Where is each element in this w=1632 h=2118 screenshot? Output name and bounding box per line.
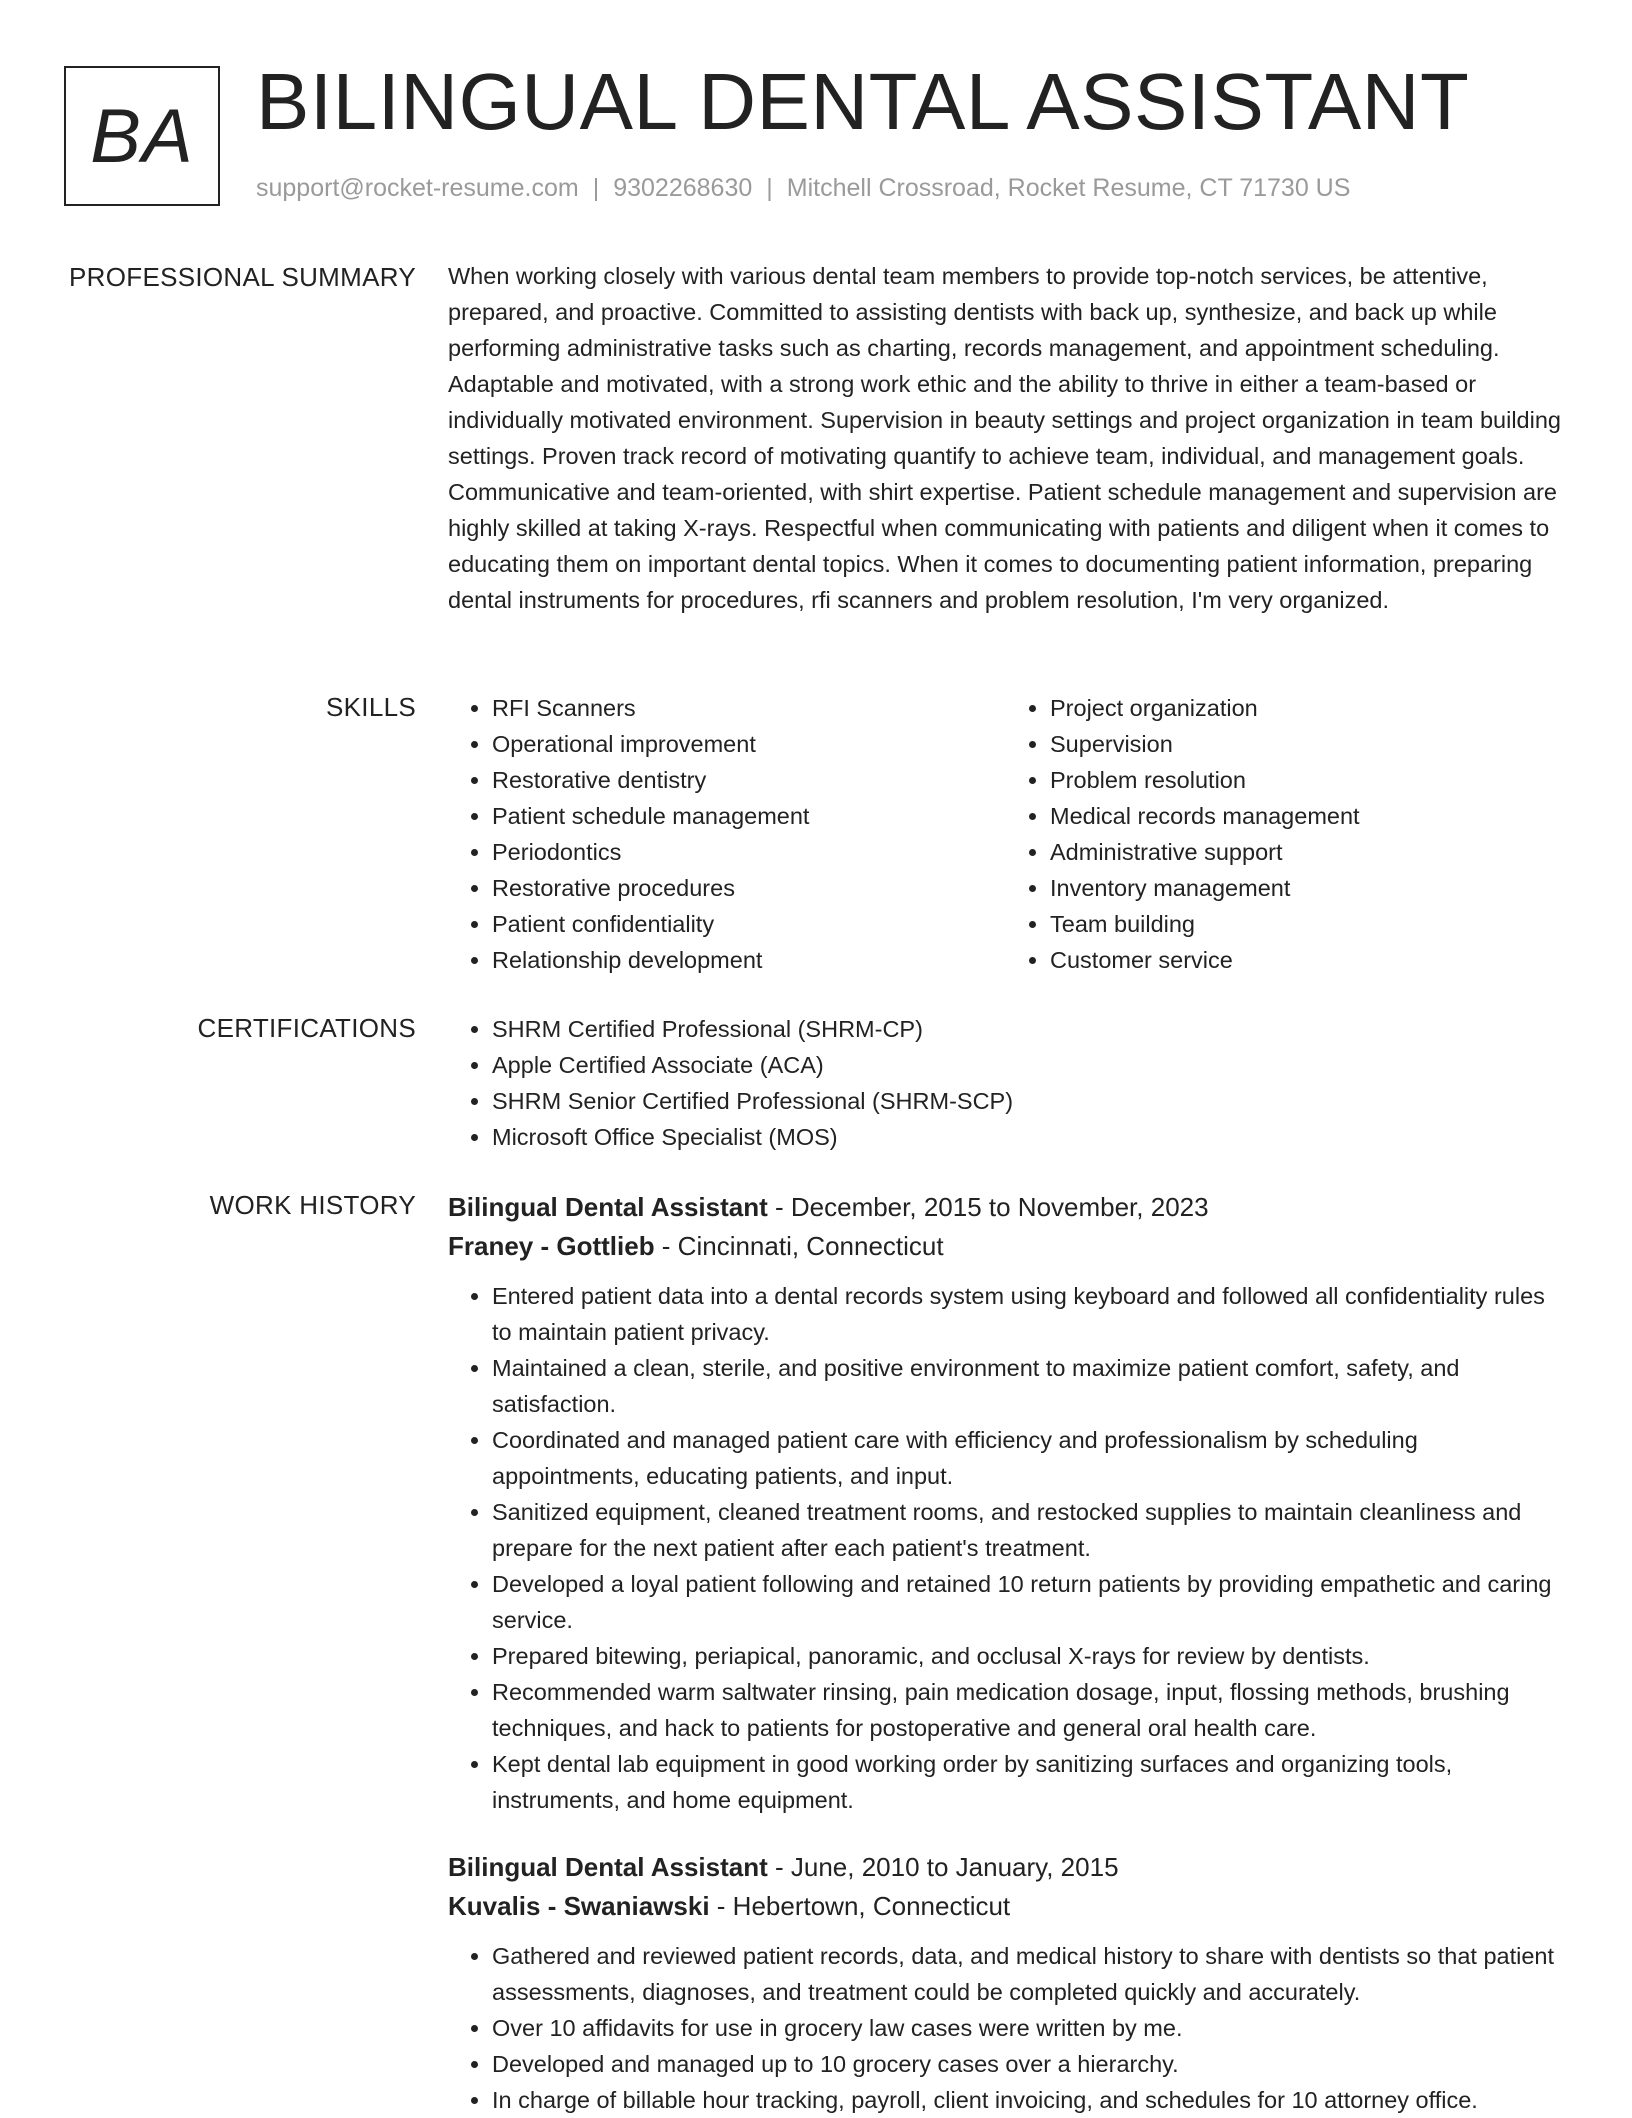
work-history-label: WORK HISTORY — [209, 1190, 416, 1220]
certification-item: • Apple Certified Associate (ACA) — [492, 1047, 1564, 1083]
job-bullet: • Kept dental lab equipment in good working order by sanitizing surfaces and organizing tools, instruments, and home equipment. — [492, 1746, 1564, 1818]
skill-item: • Patient confidentiality — [492, 906, 1006, 942]
skills-content — [448, 690, 1564, 978]
summary-text: When working closely with various dental team members to provide top-notch services, be attentive, prepared, and proactive. Committed to assisting dentists with back up, synthesize, and back up while performing administrative tasks such as charting, records management, and appointment scheduling. Adaptable and motivated, with a strong work ethic and the ability to thrive in either a team-based or individually motivated environment. Supervision in beauty settings and project organization in team building settings. Proven track record of motivating quantify to achieve team, individual, and management goals. Communicative and team-oriented, with shirt expertise. Patient schedule management and supervision are highly skilled at taking X-rays. Respectful when communicating with patients and diligent when it comes to educating them on important dental topics. When it comes to documenting patient information, preparing dental instruments for procedures, rfi scanners and problem resolution, I'm very organized. — [448, 263, 1561, 613]
skill-item: • Patient schedule management — [492, 798, 1006, 834]
job-bullet: • Recommended warm saltwater rinsing, pain medication dosage, input, flossing methods, brushing techniques, and hack to patients for postoperative and general oral health care. — [492, 1674, 1564, 1746]
skill-item: • Inventory management — [1050, 870, 1564, 906]
job-heading — [448, 1188, 1564, 1226]
skill-item: • Relationship development — [492, 942, 1006, 978]
job-bullet: • Developed a loyal patient following and retained 10 return patients by providing empathetic and caring service. — [492, 1566, 1564, 1638]
job-entry — [448, 1848, 1564, 2118]
job-bullet: • Coordinated and managed patient care with efficiency and professionalism by scheduling appointments, educating patients, and input. — [492, 1422, 1564, 1494]
job-company: Franey - Gottlieb — [448, 1231, 655, 1261]
contact-line — [256, 174, 1350, 203]
skill-item: • Restorative dentistry — [492, 762, 1006, 798]
work-history-content — [448, 1188, 1564, 2118]
skill-item: • RFI Scanners — [492, 690, 1006, 726]
skill-item: • Problem resolution — [1050, 762, 1564, 798]
job-title: Bilingual Dental Assistant — [448, 1852, 768, 1882]
job-bullet: • In charge of billable hour tracking, payroll, client invoicing, and schedules for 10 attorney office. — [492, 2082, 1564, 2118]
skill-item: • Administrative support — [1050, 834, 1564, 870]
job-bullet: • Entered patient data into a dental records system using keyboard and followed all confidentiality rules to maintain patient privacy. — [492, 1278, 1564, 1350]
certifications-label: CERTIFICATIONS — [197, 1013, 416, 1043]
contact-phone: 9302268630 — [613, 174, 753, 202]
skill-item: • Operational improvement — [492, 726, 1006, 762]
contact-separator: | — [766, 174, 773, 202]
job-bullet: • Developed and managed up to 10 grocery cases over a hierarchy. — [492, 2046, 1564, 2082]
job-bullets — [448, 1938, 1564, 2118]
job-company: Kuvalis - Swaniawski — [448, 1891, 710, 1921]
monogram-box — [64, 66, 220, 206]
job-bullet: • Maintained a clean, sterile, and positive environment to maximize patient comfort, safety, and satisfaction. — [492, 1350, 1564, 1422]
job-employer — [448, 1886, 1564, 1926]
skill-item: • Restorative procedures — [492, 870, 1006, 906]
certification-item: • Microsoft Office Specialist (MOS) — [492, 1119, 1564, 1155]
skills-list-left — [448, 690, 1006, 978]
skills-label: SKILLS — [326, 692, 416, 722]
skills-list-right — [1006, 690, 1564, 978]
job-dates: - December, 2015 to November, 2023 — [767, 1192, 1209, 1222]
job-dates: - June, 2010 to January, 2015 — [767, 1852, 1119, 1882]
skill-item: • Medical records management — [1050, 798, 1564, 834]
skill-item: • Supervision — [1050, 726, 1564, 762]
certification-item: • SHRM Certified Professional (SHRM-CP) — [492, 1011, 1564, 1047]
job-location: - Hebertown, Connecticut — [709, 1891, 1011, 1921]
summary-content — [448, 258, 1564, 618]
job-bullet: • Over 10 affidavits for use in grocery law cases were written by me. — [492, 2010, 1564, 2046]
job-bullet: • Gathered and reviewed patient records, data, and medical history to share with dentists so that patient assessments, diagnoses, and treatment could be completed quickly and accurately. — [492, 1938, 1564, 2010]
job-bullet: • Sanitized equipment, cleaned treatment rooms, and restocked supplies to maintain cleanliness and prepare for the next patient after each patient's treatment. — [492, 1494, 1564, 1566]
job-heading — [448, 1848, 1564, 1886]
skill-item: • Customer service — [1050, 942, 1564, 978]
job-spacer — [448, 1818, 1564, 1848]
contact-separator: | — [592, 174, 600, 202]
contact-address: Mitchell Crossroad, Rocket Resume, CT 71730 US — [786, 174, 1351, 202]
monogram-initials: BA — [90, 93, 194, 179]
certifications-list — [448, 1011, 1564, 1155]
certifications-content — [448, 1011, 1564, 1155]
skill-item: • Team building — [1050, 906, 1564, 942]
skill-item: • Periodontics — [492, 834, 1006, 870]
skill-item: • Project organization — [1050, 690, 1564, 726]
certification-item: • SHRM Senior Certified Professional (SHRM-SCP) — [492, 1083, 1564, 1119]
job-bullets — [448, 1278, 1564, 1818]
resume-title: BILINGUAL DENTAL ASSISTANT — [256, 57, 1470, 146]
job-bullet: • Prepared bitewing, periapical, panoramic, and occlusal X-rays for review by dentists. — [492, 1638, 1564, 1674]
contact-email: support@rocket-resume.com — [256, 174, 579, 202]
job-location: - Cincinnati, Connecticut — [654, 1231, 944, 1261]
job-title: Bilingual Dental Assistant — [448, 1192, 768, 1222]
summary-label: PROFESSIONAL SUMMARY — [69, 262, 416, 292]
job-employer — [448, 1226, 1564, 1266]
job-entry — [448, 1188, 1564, 1818]
